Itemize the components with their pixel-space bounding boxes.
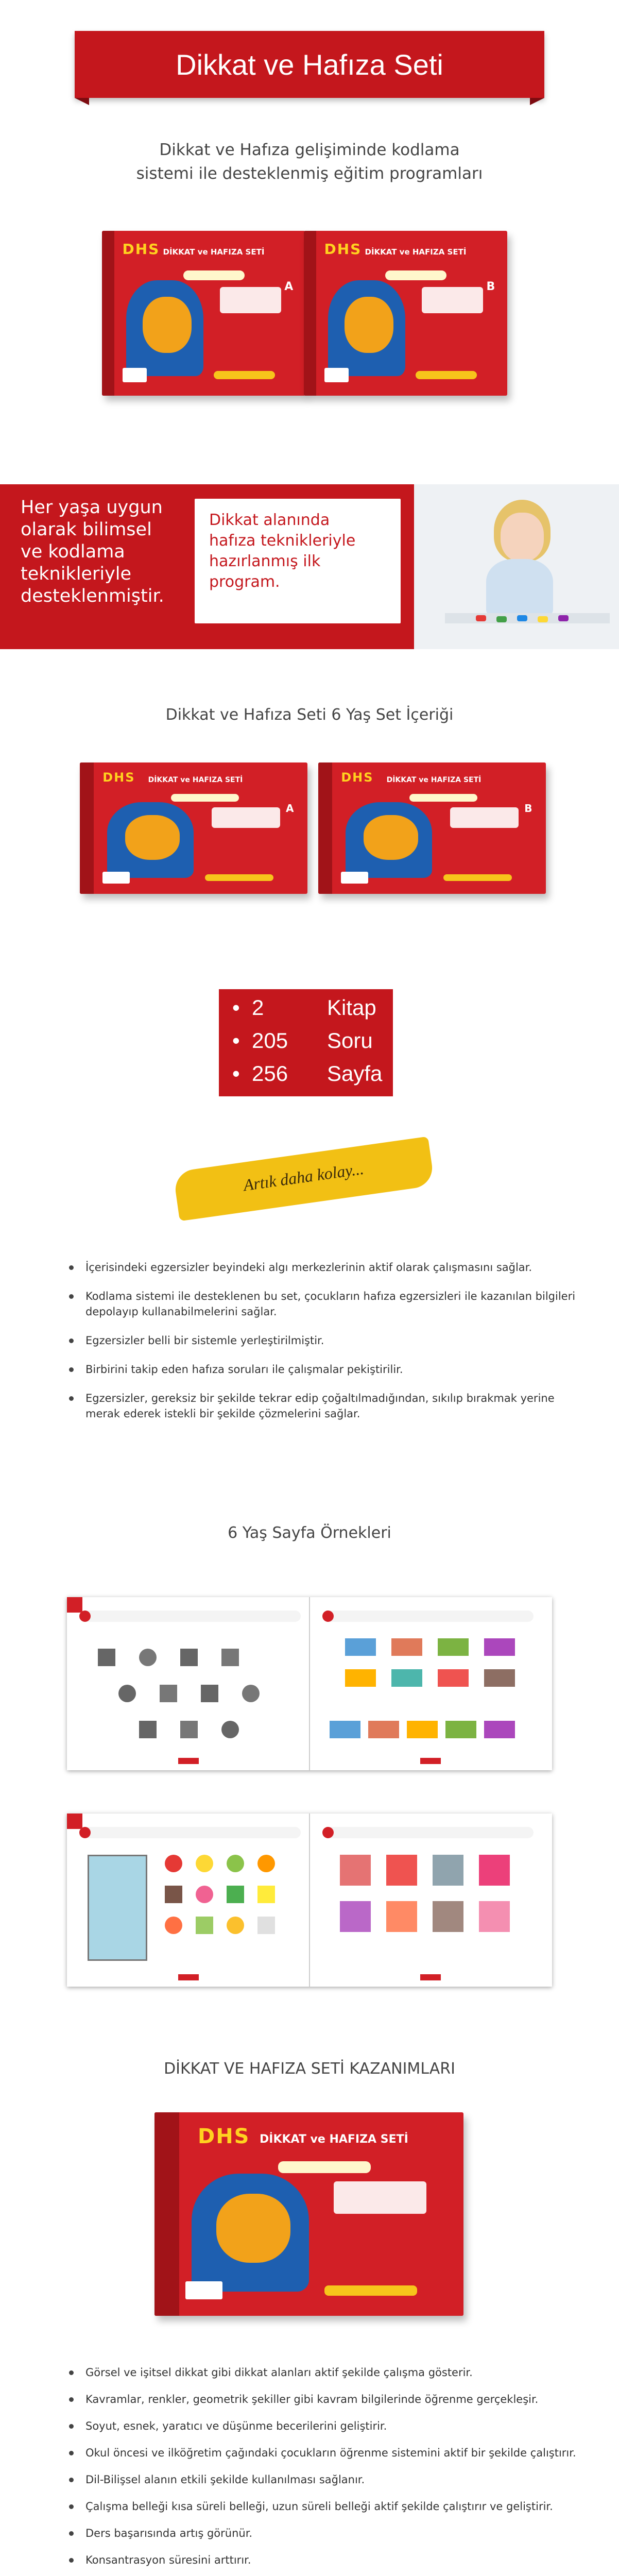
stat-bullet: • — [232, 1028, 240, 1053]
list-item: Birbirini takip eden hafıza soruları ile çalışmalar pekiştirilir. — [67, 1362, 582, 1377]
book-volume-label: B — [524, 802, 532, 815]
book-brand-name: DİKKAT ve HAFIZA SETİ — [163, 247, 265, 257]
band-line: program. — [209, 573, 280, 591]
stat-value: 256 — [252, 1061, 288, 1086]
band-line: teknikleriyle — [21, 564, 132, 584]
samples-title: 6 Yaş Sayfa Örnekleri — [228, 1524, 391, 1542]
easier-banner — [173, 1137, 435, 1222]
book-brand-prefix: DHS — [341, 770, 374, 785]
header-banner — [75, 31, 544, 98]
book-volume-label: A — [284, 280, 294, 293]
band-line: Her yaşa uygun — [21, 497, 163, 518]
book-brand-prefix: DHS — [102, 770, 135, 785]
set-content-title: Dikkat ve Hafıza Seti 6 Yaş Set İçeriği — [165, 706, 454, 724]
sample-spread-1 — [67, 1597, 552, 1770]
stat-label: Soru — [327, 1028, 373, 1053]
stat-row — [219, 995, 393, 1026]
subtitle-line: Dikkat ve Hafıza gelişiminde kodlama — [159, 141, 460, 159]
band-line: desteklenmiştir. — [21, 586, 164, 606]
band-line: olarak bilimsel — [21, 519, 152, 540]
subtitle-line: sistemi ile desteklenmiş eğitim programları — [136, 164, 483, 183]
list-item: Okul öncesi ve ilköğretim çağındaki çocukların öğrenme sistemini aktif bir şekilde çalıştırır. — [67, 2445, 582, 2461]
list-item: Konsantrasyon süresini arttırır. — [67, 2552, 582, 2568]
stat-label: Kitap — [327, 995, 376, 1020]
stat-bullet: • — [232, 1061, 240, 1086]
list-item: Ders başarısında artış görünür. — [67, 2526, 582, 2541]
set-stats — [219, 989, 393, 1096]
book-brand-name: DİKKAT ve HAFIZA SETİ — [386, 775, 482, 784]
book-volume-label: A — [286, 802, 294, 815]
book-brand-prefix: DHS — [122, 241, 160, 258]
band-line: hafıza teknikleriyle — [209, 532, 356, 550]
book-brand-name: DİKKAT ve HAFIZA SETİ — [148, 775, 243, 784]
band-line: Dikkat alanında — [209, 511, 330, 529]
book-cover-a — [80, 762, 307, 894]
sample-spread-2 — [67, 1814, 552, 1987]
list-item: Soyut, esnek, yaratıcı ve düşünme becerilerini geliştirir. — [67, 2418, 582, 2434]
book-brand-name: DİKKAT ve HAFIZA SETİ — [365, 247, 467, 257]
book-brand-prefix: DHS — [324, 241, 362, 258]
book-volume-label: B — [486, 280, 495, 293]
list-item: Egzersizler belli bir sistemle yerleştirilmiştir. — [67, 1333, 582, 1348]
book-cover-b — [318, 762, 546, 894]
band-line: hazırlanmış ilk — [209, 552, 321, 570]
gains-title: DİKKAT VE HAFIZA SETİ KAZANIMLARI — [164, 2060, 455, 2078]
list-item: Görsel ve işitsel dikkat gibi dikkat alanları aktif şekilde çalışma gösterir. — [67, 2365, 582, 2380]
stat-label: Sayfa — [327, 1061, 383, 1086]
gains-list — [67, 2365, 582, 2576]
list-item: Kavramlar, renkler, geometrik şekiller gibi kavram bilgilerinde öğrenme gerçekleşir. — [67, 2392, 582, 2407]
list-item: Egzersizler, gereksiz bir şekilde tekrar edip çoğaltılmadığından, sıkılıp bırakmak yerine merak ederek istekli bir şekilde çözmelerini sağlar. — [67, 1391, 582, 1421]
page-title: Dikkat ve Hafıza Seti — [176, 48, 443, 81]
stat-bullet: • — [232, 995, 240, 1020]
info-band — [0, 484, 619, 649]
band-left-text — [21, 497, 164, 607]
book-brand-prefix: DHS — [198, 2124, 250, 2148]
easier-banner-text: Artık daha kolay... — [242, 1159, 365, 1195]
book-cover-a — [102, 231, 305, 396]
stat-value: 2 — [252, 995, 264, 1020]
list-item: Kodlama sistemi ile desteklenen bu set, çocukların hafıza egzersizleri ile kazanılan bilgileri depolayıp kullanabilmelerini sağlar. — [67, 1289, 582, 1319]
child-photo — [414, 484, 619, 649]
band-line: ve kodlama — [21, 541, 125, 562]
book-cover-b — [304, 231, 507, 396]
book-cover-large — [154, 2112, 463, 2316]
band-right-text — [195, 499, 401, 623]
list-item: İçerisindeki egzersizler beyindeki algı merkezlerinin aktif olarak çalışmasını sağlar. — [67, 1260, 582, 1275]
book-brand-name: DİKKAT ve HAFIZA SETİ — [260, 2132, 408, 2146]
list-item: Çalışma belleği kısa süreli belleği, uzun süreli belleği aktif şekilde çalıştırır ve geliştirir. — [67, 2499, 582, 2514]
subtitle — [0, 138, 619, 185]
stat-row — [219, 1061, 393, 1092]
list-item: Dil-Bilişsel alanın etkili şekilde kullanılması sağlanır. — [67, 2472, 582, 2487]
stat-row — [219, 1028, 393, 1059]
features-list — [67, 1260, 582, 1421]
stat-value: 205 — [252, 1028, 288, 1053]
